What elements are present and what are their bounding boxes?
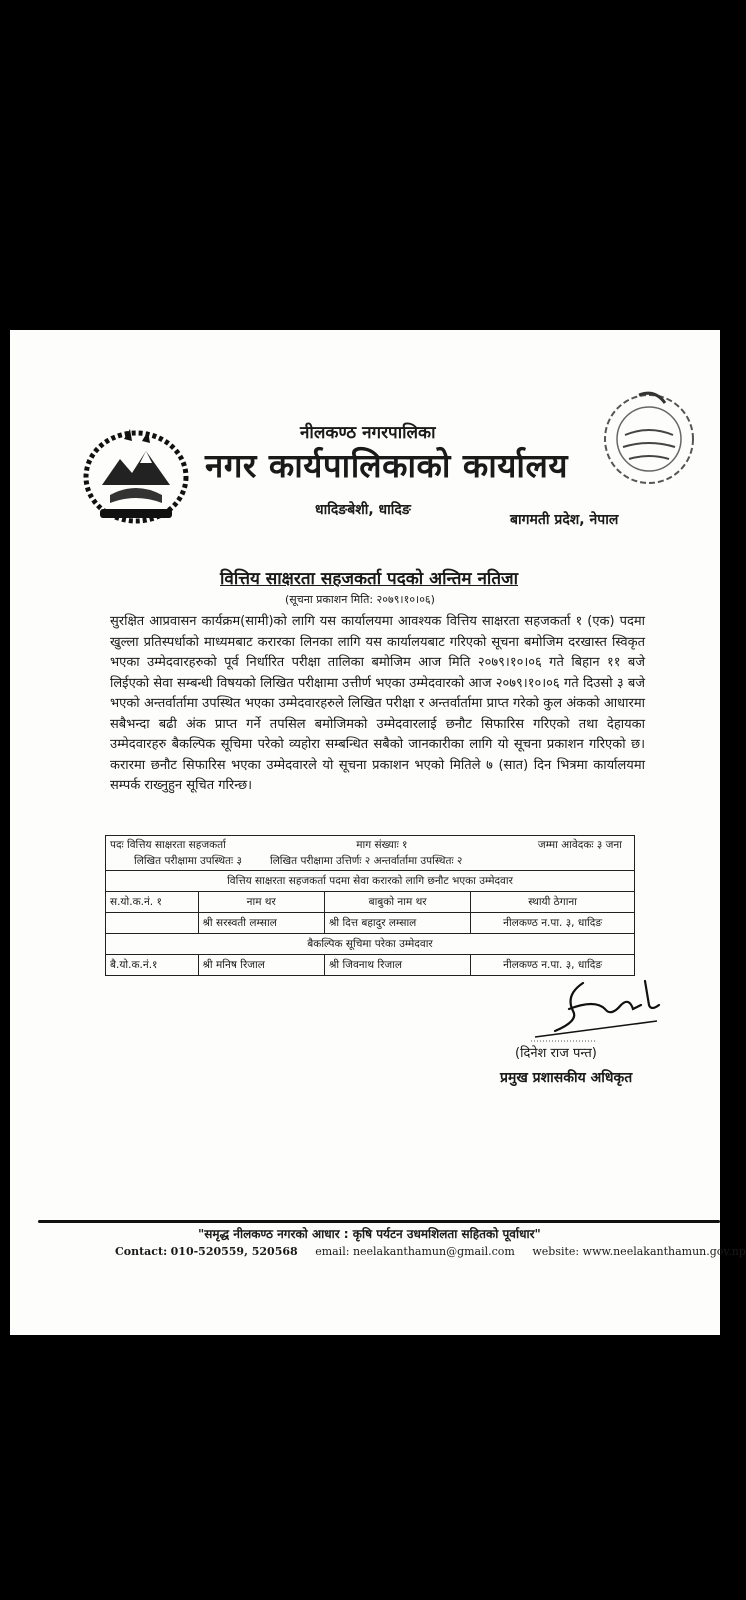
footer-divider	[38, 1220, 720, 1223]
notice-document	[10, 330, 746, 1335]
result-table	[105, 835, 635, 976]
written-passed: लिखित परीक्षामा उत्तिर्णः २	[269, 855, 371, 867]
footer-contact	[115, 1245, 746, 1258]
interview-present: अन्तर्वार्तामा उपस्थितः २	[373, 855, 463, 867]
email-address: neelakanthamun@gmail.com	[352, 1245, 515, 1258]
alternate-heading: बैकल्पिक सूचिमा परेका उम्मेदवार	[106, 934, 635, 955]
office-stamp-icon	[595, 385, 703, 493]
nepal-emblem-icon	[80, 425, 192, 525]
signer-name: (दिनेश राज पन्त)	[515, 1046, 597, 1061]
column-name: नाम थर	[198, 892, 324, 913]
roll-selected: स.यो.क.नं. १	[106, 892, 199, 913]
alternate-father: श्री जिवनाथ रिजाल	[324, 955, 470, 976]
written-present: लिखित परीक्षामा उपस्थितः ३	[134, 855, 242, 867]
result-summary	[106, 836, 635, 871]
column-father: बाबुको नाम थर	[324, 892, 470, 913]
contact-label: Contact:	[115, 1245, 168, 1258]
alternate-address: नीलकण्ठ न.पा. ३, धादिङ	[471, 955, 635, 976]
contact-numbers: 010-520559, 520568	[170, 1245, 298, 1258]
office-name: नगर कार्यपालिकाको कार्यालय	[205, 446, 568, 485]
alternate-name: श्री मनिष रिजाल	[198, 955, 324, 976]
selected-name: श्री सरस्वती लम्साल	[198, 913, 324, 934]
demand-count: माग संख्याः १	[356, 839, 408, 851]
municipality-name: नीलकण्ठ नगरपालिका	[300, 423, 436, 443]
notice-title: वित्तिय साक्षरता सहजकर्ता पदको अन्तिम नतिजा	[220, 569, 519, 589]
written-passed-interview	[270, 854, 462, 868]
roll-alternate: बै.यो.क.नं.१	[106, 955, 199, 976]
selected-father: श्री दित्त बहादुर लम्साल	[324, 913, 470, 934]
footer-motto: "समृद्ध नीलकण्ठ नगरको आधार : कृषि पर्यटन उधमशिलता सहितको पूर्वाधार"	[198, 1227, 541, 1241]
column-address: स्थायी ठेगाना	[471, 892, 635, 913]
website-label: website:	[532, 1245, 580, 1258]
signature-scribble-icon	[525, 975, 665, 1045]
table-row	[106, 955, 635, 976]
office-address: धादिङबेशी, धादिङ	[315, 502, 411, 518]
applicant-count: जम्मा आवेदकः ३ जना	[537, 839, 622, 851]
email-label: email:	[315, 1245, 350, 1258]
province-address: बागमती प्रदेश, नेपाल	[510, 512, 619, 528]
signer-title: प्रमुख प्रशासकीय अधिकृत	[500, 1070, 633, 1086]
selected-address: नीलकण्ठ न.पा. ३, धादिङ	[471, 913, 635, 934]
table-row	[106, 913, 635, 934]
post-label: पदः वित्तिय साक्षरता सहजकर्ता	[110, 839, 226, 851]
website-address: www.neelakanthamun.gov.np	[582, 1245, 746, 1258]
publication-date: (सूचना प्रकाशन मिति: २०७९।१०।०६)	[285, 593, 435, 606]
selected-heading: वित्तिय साक्षरता सहजकर्ता पदमा सेवा करारको लागि छनौट भएका उम्मेदवार	[106, 871, 635, 892]
notice-body: सुरक्षित आप्रवासन कार्यक्रम(सामी)को लागि यस कार्यालयमा आवश्यक वित्तिय साक्षरता सहजकर्ता १ (एक) पदमा खुल्ला प्रतिस्पर्धाको माध्यमबाट करारका लिनका लागि यस कार्यालयबाट गरिएको सूचना बमोजिम दरखास्त स्विकृत भएका उम्मेदवारहरुको पूर्व निर्धारित परीक्षा तालिका बमोजिम आज मिति २०७९।१०।०६ गते बिहान ११ बजे लिईएको सेवा सम्बन्धी विषयको लिखित परीक्षामा उत्तीर्ण भएका उम्मेदवारको आज २०७९।१०।०६ गते दिउसो ३ बजे भएको अन्तर्वार्तामा उपस्थित भएका उम्मेदवारहरुले लिखित परीक्षा र अन्तर्वार्तामा प्राप्त गरेको कुल अंकको आधारमा सबैभन्दा बढी अंक प्राप्त गर्ने तपसिल बमोजिमको उम्मेदवारलाई छनौट सिफारिस गरिएको तथा देहायका उम्मेदवारहरु बैकल्पिक सूचिमा परेको व्यहोरा सम्बन्धित सबैको जानकारीका लागि यो सूचना प्रकाशन गरिएको छ। करारमा छनौट सिफारिस भएका उम्मेदवारले यो सूचना प्रकाशन भएको मितिले ७ (सात) दिन भित्रमा कार्यालयमा सम्पर्क राख्नुहुन सूचित गरिन्छ।	[110, 614, 645, 793]
